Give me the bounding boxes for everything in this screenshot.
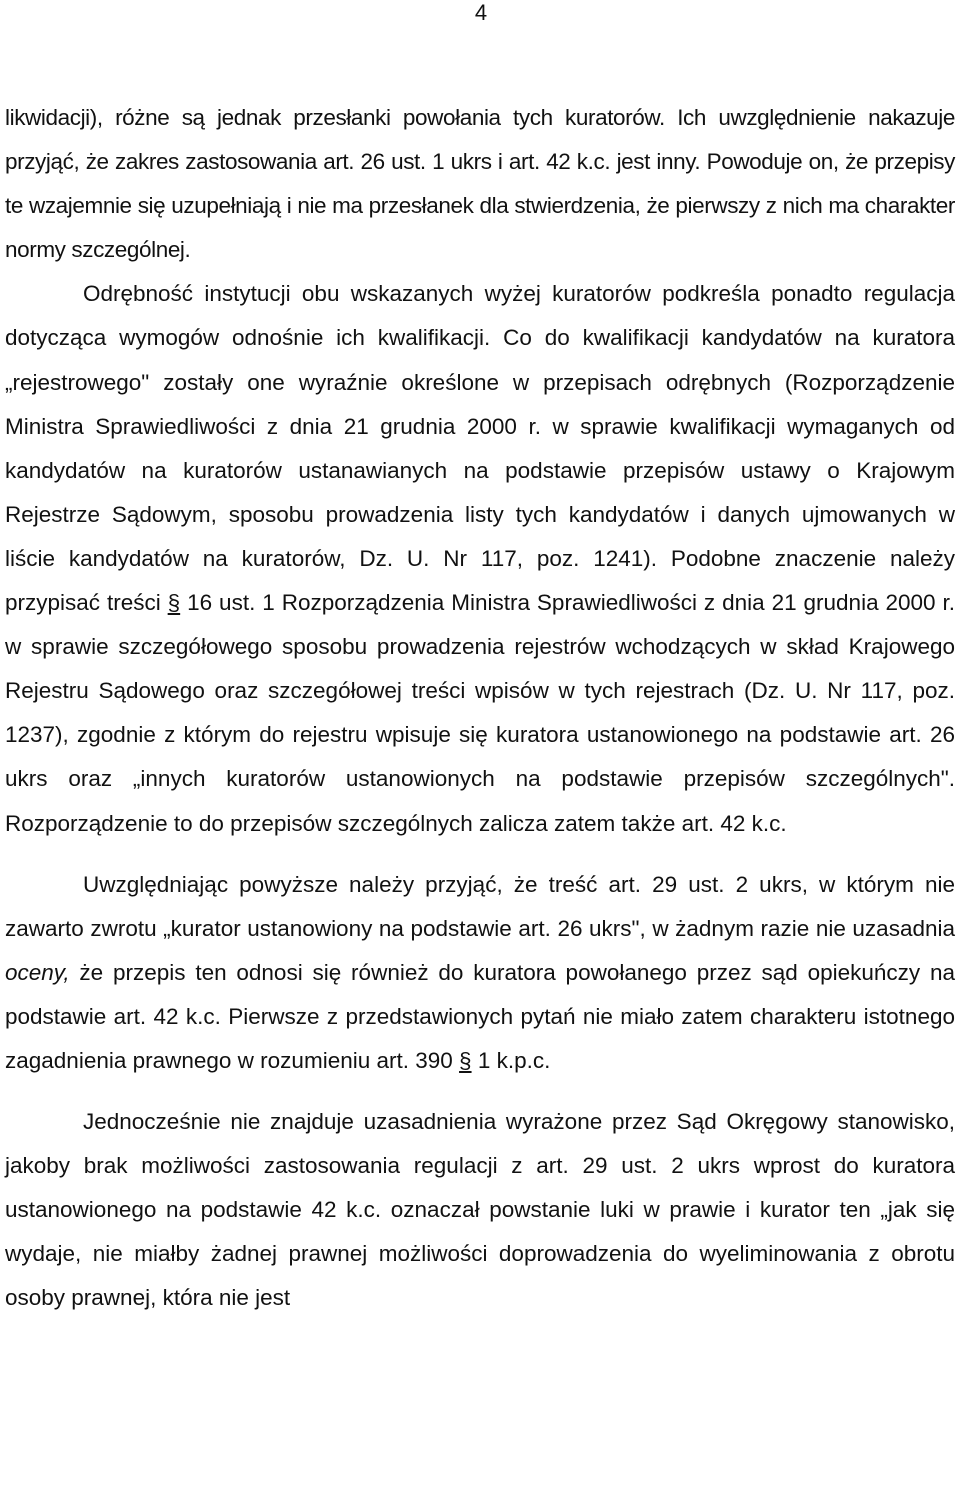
- document-body: [5, 96, 955, 1321]
- paragraph-text: Odrębność instytucji obu wskazanych wyżej kuratorów podkreśla ponadto regulacja dotycząca wymogów odnośnie ich kwalifikacji. Co do kwalifikacji kandydatów na kuratora „rejestrowego" zostały one wyraźnie określone w przepisach odrębnych (Rozporządzenie Ministra Sprawiedliwości z dnia 21 grudnia 2000 r. w sprawie kwalifikacji wymaganych od kandydatów na kuratorów ustanawianych na podstawie przepisów ustawy o Krajowym Rejestrze Sądowym, sposobu prowadzenia listy tych kandydatów i danych ujmowanych w liście kandydatów na kuratorów, Dz. U. Nr 117, poz. 1241). Podobne znaczenie należy przypisać treści: [5, 281, 955, 616]
- page-number: 4: [474, 0, 488, 25]
- paragraph-4: [5, 1100, 955, 1320]
- paragraph-text: likwidacji), różne są jednak przesłanki powołania tych kuratorów. Ich uwzględnienie nakazuje przyjąć, że zakres zastosowania art. 26 ust. 1 ukrs i art. 42 k.c. jest inny. Powoduje on, że przepisy te wzajemnie się uzupełniają i nie ma przesłanek dla stwierdzenia, że pierwszy z nich ma charakter normy szczególnej.: [5, 105, 955, 263]
- paragraph-text: że przepis ten odnosi się również do kuratora powołanego przez sąd opiekuńczy na podstawie art. 42 k.c. Pierwsze z przedstawionych pytań nie miało zatem charakteru istotnego zagadnienia prawnego w rozumieniu art. 390: [5, 959, 955, 1073]
- paragraph-2: [5, 272, 955, 845]
- section-sign: §: [459, 1047, 472, 1073]
- paragraph-text: Uwzględniając powyższe należy przyjąć, że treść art. 29 ust. 2 ukrs, w którym nie zawarto zwrotu „kurator ustanowiony na podstawie art. 26 ukrs", w żadnym razie nie uzasadnia: [5, 871, 955, 941]
- italic-text: oceny,: [5, 959, 70, 985]
- paragraph-text: 1 k.p.c.: [471, 1047, 551, 1073]
- paragraph-1: [5, 96, 955, 272]
- section-sign: §: [167, 590, 181, 616]
- paragraph-3: [5, 863, 955, 1083]
- paragraph-text: 16 ust. 1 Rozporządzenia Ministra Sprawiedliwości z dnia 21 grudnia 2000 r. w sprawie szczegółowego sposobu prowadzenia rejestrów wchodzących w skład Krajowego Rejestru Sądowego oraz szczegółowej treści wpisów w tych rejestrach (Dz. U. Nr 117, poz. 1237), zgodnie z którym do rejestru wpisuje się kuratora ustanowionego na podstawie art. 26 ukrs oraz „innych kuratorów ustanowionych na podstawie przepisów szczególnych". Rozporządzenie to do przepisów szczególnych zalicza zatem także art. 42 k.c.: [5, 590, 955, 836]
- paragraph-text: Jednocześnie nie znajduje uzasadnienia wyrażone przez Sąd Okręgowy stanowisko, jakoby brak możliwości zastosowania regulacji z art. 29 ust. 2 ukrs wprost do kuratora ustanowionego na podstawie 42 k.c. oznaczał powstanie luki w prawie i kurator ten „jak się wydaje, nie miałby żadnej prawnej możliwości doprowadzenia do wyeliminowania z obrotu osoby prawnej, która nie jest: [5, 1109, 955, 1311]
